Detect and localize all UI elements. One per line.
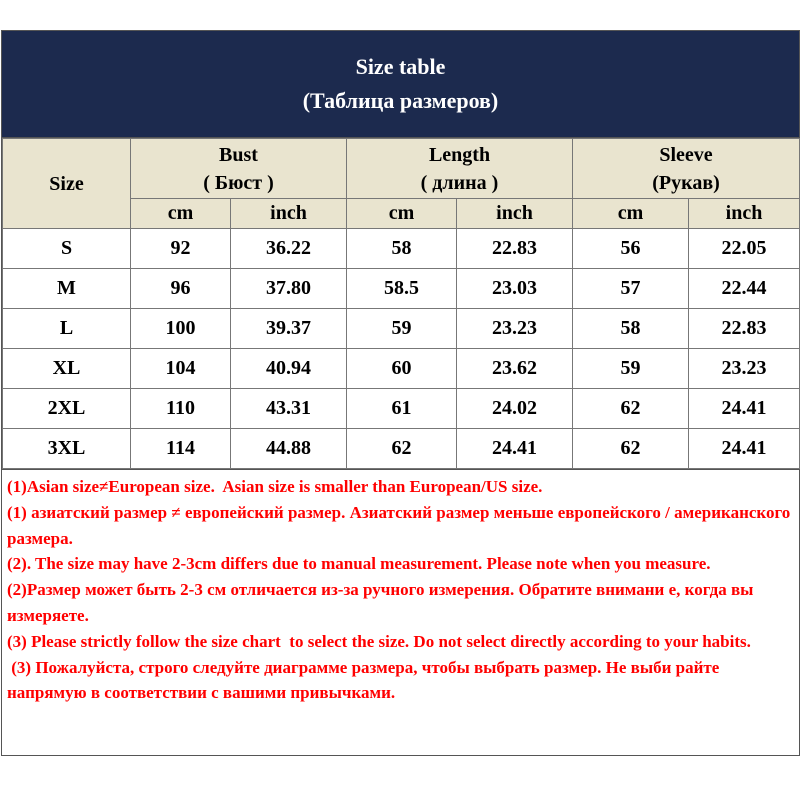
size-cell: M <box>3 269 131 309</box>
table-cell: 58.5 <box>347 269 457 309</box>
size-cell: 2XL <box>3 389 131 429</box>
table-cell: 23.23 <box>457 309 573 349</box>
table-cell: 114 <box>131 429 231 469</box>
table-row <box>3 309 800 349</box>
table-cell: 22.83 <box>689 309 800 349</box>
table-cell: 58 <box>347 229 457 269</box>
table-row <box>3 349 800 389</box>
table-cell: 24.02 <box>457 389 573 429</box>
table-cell: 60 <box>347 349 457 389</box>
bust-label: Bust <box>219 143 258 166</box>
sleeve-label-ru: (Рукав) <box>652 171 720 194</box>
sleeve-column-header <box>573 139 800 199</box>
table-cell: 59 <box>347 309 457 349</box>
table-cell: 57 <box>573 269 689 309</box>
note-text: (2). The size may have 2-3cm differs due to manual measurement. Please note when you measure. <box>7 554 711 574</box>
table-cell: 24.41 <box>689 389 800 429</box>
size-cell: S <box>3 229 131 269</box>
table-cell: 22.83 <box>457 229 573 269</box>
page-title: Size table <box>355 54 446 79</box>
table-cell: 24.41 <box>689 429 800 469</box>
table-cell: 104 <box>131 349 231 389</box>
table-cell: 23.03 <box>457 269 573 309</box>
unit-header: cm <box>131 199 231 229</box>
size-table-header <box>2 31 799 138</box>
size-cell: L <box>3 309 131 349</box>
table-cell: 37.80 <box>231 269 347 309</box>
table-row <box>3 269 800 309</box>
table-row <box>3 389 800 429</box>
table-cell: 92 <box>131 229 231 269</box>
table-cell: 56 <box>573 229 689 269</box>
table-cell: 62 <box>573 429 689 469</box>
table-cell: 36.22 <box>231 229 347 269</box>
note-text: (1)Asian size≠European size. Asian size is smaller than European/US size. <box>7 477 543 496</box>
table-row <box>3 429 800 469</box>
size-table <box>2 138 800 469</box>
table-cell: 62 <box>347 429 457 469</box>
table-cell: 110 <box>131 389 231 429</box>
unit-header: inch <box>231 199 347 229</box>
bust-label-ru: ( Бюст ) <box>203 171 274 194</box>
sleeve-label: Sleeve <box>659 143 713 166</box>
note-text: (2)Размер может быть 2-3 см отличается из-за ручного измерения. Обратите внимани е, когда вы измеряете. <box>7 580 758 625</box>
table-cell: 44.88 <box>231 429 347 469</box>
table-cell: 100 <box>131 309 231 349</box>
table-cell: 22.44 <box>689 269 800 309</box>
size-column-header: Size <box>3 139 131 229</box>
table-cell: 24.41 <box>457 429 573 469</box>
size-cell: XL <box>3 349 131 389</box>
length-column-header <box>347 139 573 199</box>
length-label-ru: ( длина ) <box>420 171 499 194</box>
table-cell: 23.62 <box>457 349 573 389</box>
table-cell: 62 <box>573 389 689 429</box>
table-cell: 39.37 <box>231 309 347 349</box>
unit-header: inch <box>689 199 800 229</box>
note-text: (1) азиатский размер ≠ европейский размер. Азиатский размер меньше европейского / американского размера. <box>7 502 795 548</box>
table-cell: 59 <box>573 349 689 389</box>
size-notes <box>2 469 799 755</box>
length-label: Length <box>428 143 491 166</box>
table-row <box>3 229 800 269</box>
unit-header: cm <box>573 199 689 229</box>
size-cell: 3XL <box>3 429 131 469</box>
table-cell: 23.23 <box>689 349 800 389</box>
table-cell: 61 <box>347 389 457 429</box>
table-cell: 58 <box>573 309 689 349</box>
table-cell: 43.31 <box>231 389 347 429</box>
unit-header: inch <box>457 199 573 229</box>
unit-header: cm <box>347 199 457 229</box>
table-cell: 22.05 <box>689 229 800 269</box>
table-cell: 40.94 <box>231 349 347 389</box>
column-group-row <box>3 139 800 199</box>
table-cell: 96 <box>131 269 231 309</box>
note-text: (3) Пожалуйста, строго следуйте диаграмме размера, чтобы выбрать размер. Не выби райте напрямую в соответствии с вашими привычками. <box>7 657 724 703</box>
note-text: (3) Please strictly follow the size chart to select the size. Do not select directly according to your habits. <box>7 631 751 651</box>
page-subtitle: (Таблица размеров) <box>302 88 499 113</box>
size-chart <box>1 30 800 756</box>
bust-column-header <box>131 139 347 199</box>
